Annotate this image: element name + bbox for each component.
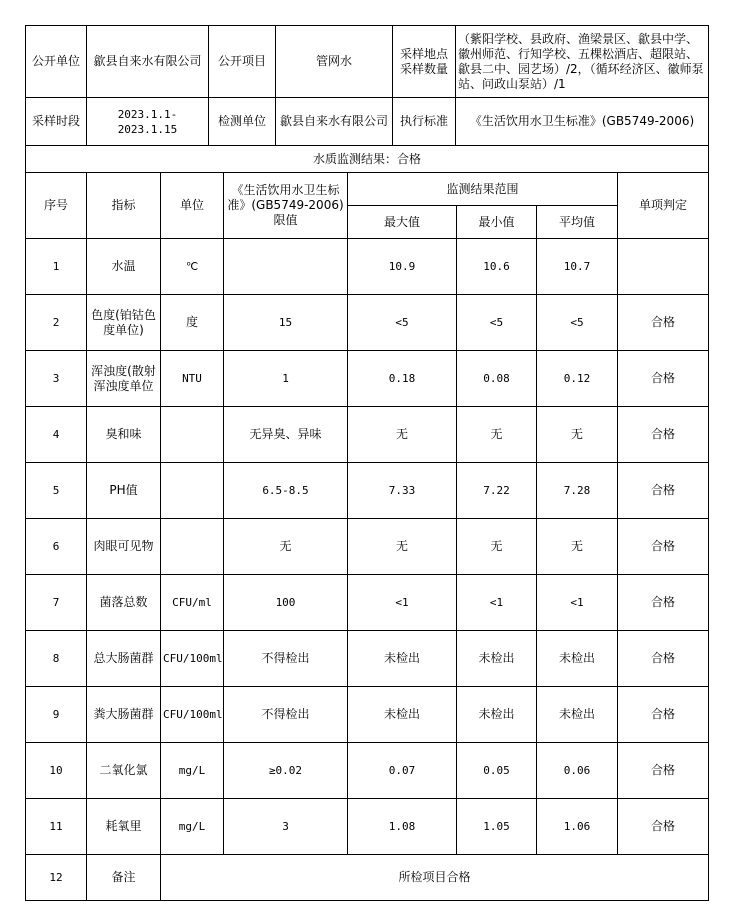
table-row <box>26 631 709 687</box>
standard-value: 《生活饮用水卫生标准》(GB5749-2006) <box>456 98 709 146</box>
header-unit: 单位 <box>161 173 224 239</box>
cell-unit: ℃ <box>161 239 224 295</box>
table-row <box>26 799 709 855</box>
remark-value: 所检项目合格 <box>161 855 709 901</box>
cell-min: 7.22 <box>457 463 537 519</box>
header-range: 监测结果范围 <box>348 173 618 206</box>
public-item-label: 公开项目 <box>209 26 276 98</box>
cell-min: 未检出 <box>457 631 537 687</box>
header-judgement: 单项判定 <box>618 173 709 239</box>
header-no: 序号 <box>26 173 87 239</box>
cell-unit: mg/L <box>161 799 224 855</box>
table-row <box>26 351 709 407</box>
cell-unit: NTU <box>161 351 224 407</box>
cell-avg: 7.28 <box>537 463 618 519</box>
cell-indicator: 二氧化氯 <box>87 743 161 799</box>
cell-limit: ≥0.02 <box>224 743 348 799</box>
cell-indicator: 总大肠菌群 <box>87 631 161 687</box>
cell-avg: <5 <box>537 295 618 351</box>
cell-min: 10.6 <box>457 239 537 295</box>
table-row <box>26 239 709 295</box>
cell-judgement: 合格 <box>618 687 709 743</box>
cell-indicator: PH值 <box>87 463 161 519</box>
remark-label: 备注 <box>87 855 161 901</box>
cell-min: <1 <box>457 575 537 631</box>
cell-limit: 3 <box>224 799 348 855</box>
cell-max: 7.33 <box>348 463 457 519</box>
header-max: 最大值 <box>348 206 457 239</box>
cell-limit: 无异臭、异味 <box>224 407 348 463</box>
cell-min: 0.08 <box>457 351 537 407</box>
cell-avg: 无 <box>537 407 618 463</box>
cell-no: 10 <box>26 743 87 799</box>
table-row <box>26 575 709 631</box>
table-row <box>26 295 709 351</box>
header-row <box>26 173 709 206</box>
results-table <box>25 145 709 901</box>
cell-indicator: 肉眼可见物 <box>87 519 161 575</box>
cell-avg: 1.06 <box>537 799 618 855</box>
cell-limit: 100 <box>224 575 348 631</box>
cell-unit <box>161 519 224 575</box>
cell-judgement <box>618 239 709 295</box>
cell-no: 11 <box>26 799 87 855</box>
public-unit-label: 公开单位 <box>26 26 87 98</box>
table-row <box>26 407 709 463</box>
cell-limit: 1 <box>224 351 348 407</box>
cell-judgement: 合格 <box>618 575 709 631</box>
table-row <box>26 687 709 743</box>
cell-judgement: 合格 <box>618 519 709 575</box>
cell-no: 3 <box>26 351 87 407</box>
cell-judgement: 合格 <box>618 799 709 855</box>
standard-label: 执行标准 <box>393 98 456 146</box>
sample-site-value: （紫阳学校、县政府、渔梁景区、歙县中学、徽州师范、行知学校、五棵松酒店、超限站、歙县二中、园艺场）/2，（循环经济区、徽师泵站、问政山泵站）/1 <box>456 26 709 98</box>
cell-max: 0.18 <box>348 351 457 407</box>
cell-indicator: 水温 <box>87 239 161 295</box>
result-title: 水质监测结果：合格 <box>26 146 709 173</box>
cell-max: 10.9 <box>348 239 457 295</box>
cell-max: <5 <box>348 295 457 351</box>
cell-no: 4 <box>26 407 87 463</box>
cell-limit: 无 <box>224 519 348 575</box>
table-row <box>26 743 709 799</box>
cell-max: 未检出 <box>348 687 457 743</box>
cell-no: 2 <box>26 295 87 351</box>
cell-no: 5 <box>26 463 87 519</box>
cell-indicator: 色度(铂钴色度单位) <box>87 295 161 351</box>
cell-avg: 10.7 <box>537 239 618 295</box>
info-row-1 <box>26 26 709 98</box>
cell-max: 无 <box>348 407 457 463</box>
cell-max: 无 <box>348 519 457 575</box>
cell-indicator: 耗氧里 <box>87 799 161 855</box>
cell-unit: CFU/ml <box>161 575 224 631</box>
cell-avg: 无 <box>537 519 618 575</box>
remark-no: 12 <box>26 855 87 901</box>
cell-min: 无 <box>457 519 537 575</box>
cell-unit: CFU/100ml <box>161 631 224 687</box>
cell-unit <box>161 463 224 519</box>
cell-indicator: 粪大肠菌群 <box>87 687 161 743</box>
public-unit-value: 歙县自来水有限公司 <box>87 26 209 98</box>
cell-unit: mg/L <box>161 743 224 799</box>
cell-avg: <1 <box>537 575 618 631</box>
sample-site-label: 采样地点采样数量 <box>393 26 456 98</box>
table-row <box>26 519 709 575</box>
cell-min: 无 <box>457 407 537 463</box>
cell-max: 1.08 <box>348 799 457 855</box>
cell-min: 1.05 <box>457 799 537 855</box>
cell-avg: 未检出 <box>537 631 618 687</box>
cell-no: 7 <box>26 575 87 631</box>
remark-row <box>26 855 709 901</box>
cell-no: 8 <box>26 631 87 687</box>
cell-min: 0.05 <box>457 743 537 799</box>
cell-max: 未检出 <box>348 631 457 687</box>
test-unit-value: 歙县自来水有限公司 <box>276 98 393 146</box>
table-row <box>26 463 709 519</box>
cell-judgement: 合格 <box>618 295 709 351</box>
cell-unit: CFU/100ml <box>161 687 224 743</box>
cell-indicator: 臭和味 <box>87 407 161 463</box>
cell-avg: 未检出 <box>537 687 618 743</box>
cell-judgement: 合格 <box>618 463 709 519</box>
cell-min: 未检出 <box>457 687 537 743</box>
cell-judgement: 合格 <box>618 407 709 463</box>
info-row-2 <box>26 98 709 146</box>
cell-indicator: 浑浊度(散射浑浊度单位 <box>87 351 161 407</box>
cell-no: 6 <box>26 519 87 575</box>
cell-no: 9 <box>26 687 87 743</box>
cell-max: 0.07 <box>348 743 457 799</box>
cell-judgement: 合格 <box>618 351 709 407</box>
cell-limit: 15 <box>224 295 348 351</box>
cell-max: <1 <box>348 575 457 631</box>
cell-avg: 0.12 <box>537 351 618 407</box>
sampling-period-label: 采样时段 <box>26 98 87 146</box>
cell-avg: 0.06 <box>537 743 618 799</box>
result-title-row <box>26 146 709 173</box>
header-indicator: 指标 <box>87 173 161 239</box>
header-avg: 平均值 <box>537 206 618 239</box>
cell-limit: 不得检出 <box>224 631 348 687</box>
sampling-period-value: 2023.1.1-2023.1.15 <box>87 98 209 146</box>
cell-judgement: 合格 <box>618 631 709 687</box>
test-unit-label: 检测单位 <box>209 98 276 146</box>
cell-limit <box>224 239 348 295</box>
cell-unit: 度 <box>161 295 224 351</box>
cell-limit: 不得检出 <box>224 687 348 743</box>
cell-min: <5 <box>457 295 537 351</box>
info-table <box>25 25 709 146</box>
cell-judgement: 合格 <box>618 743 709 799</box>
cell-no: 1 <box>26 239 87 295</box>
public-item-value: 管网水 <box>276 26 393 98</box>
cell-unit <box>161 407 224 463</box>
cell-limit: 6.5-8.5 <box>224 463 348 519</box>
header-limit: 《生活饮用水卫生标准》(GB5749-2006)限值 <box>224 173 348 239</box>
header-min: 最小值 <box>457 206 537 239</box>
cell-indicator: 菌落总数 <box>87 575 161 631</box>
